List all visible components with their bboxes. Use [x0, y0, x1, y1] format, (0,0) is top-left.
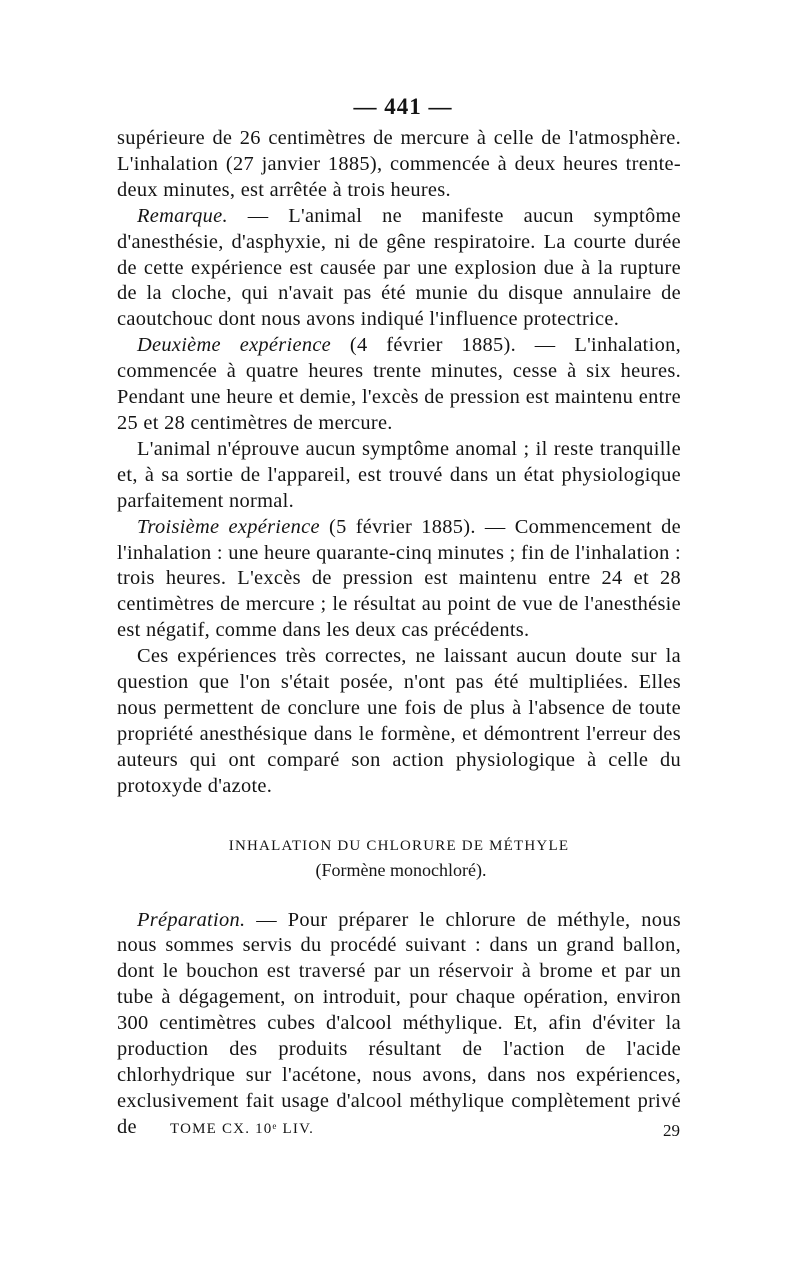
paragraph	[117, 126, 681, 204]
paragraph	[117, 204, 681, 334]
paragraph-lead: Troisième expérience	[137, 515, 320, 538]
page-body	[117, 92, 681, 1141]
paragraph-block-2	[117, 908, 681, 1141]
paragraph-lead: Deuxième expérience	[137, 334, 332, 357]
paragraph-text: — Pour préparer le chlorure de méthyle, nous nous sommes servis du procédé suivant : dans un grand ballon, dont le bouchon est traversé par un réservoir à brome et par un tube à dégagement, on introduit, pour chaque opération, environ 300 centimètres cubes d'alcool méthylique. Et, afin d'éviter la production des produits résultant de l'action de l'acide chlorhydrique sur l'acétone, nous avons, dans nos expériences, exclusivement fait usage d'alcool méthylique complètement privé de	[117, 908, 681, 1138]
paragraph	[117, 515, 681, 645]
paragraph-text: supérieure de 26 centimètres de mercure à celle de l'atmosphère. L'inhalation (27 janvier 1885), commencée à deux heures trente-deux minutes, est arrêtée à trois heures.	[117, 127, 681, 201]
section-subtitle: (Formène monochloré).	[315, 859, 487, 880]
page-footer	[170, 1121, 680, 1138]
paragraph-text: (4 février 1885). — L'inhalation, commencée à quatre heures trente minutes, cesse à six heures. Pendant une heure et demie, l'excès de pression est maintenu entre 25 et 28 centimètres de mercure.	[117, 334, 681, 434]
volume-label: TOME CX. 10ᵉ LIV.	[170, 1121, 315, 1137]
paragraph-lead: Préparation.	[137, 908, 246, 931]
signature-number: 29	[663, 1121, 680, 1140]
paragraph-text: (5 février 1885). — Commencement de l'inhalation : une heure quarante-cinq minutes ; fin de l'inhalation : trois heures. L'excès de pression est maintenu entre 24 et 28 centimètres de mercure ; le résultat au point de vue de l'anesthésie est négatif, comme dans les deux cas précédents.	[117, 515, 682, 642]
paragraph-text: Ces expériences très correctes, ne laissant aucun doute sur la question que l'on s'était posée, n'ont pas été multipliées. Elles nous permettent de conclure une fois de plus à l'absence de toute propriété anesthésique dans le formène, et démontrent l'erreur des auteurs qui ont comparé son action physiologique à celle du protoxyde d'azote.	[117, 645, 681, 797]
paragraph	[117, 644, 681, 799]
paragraph	[117, 437, 681, 515]
paragraph	[117, 333, 681, 437]
section-title: INHALATION DU CHLORURE DE MÉTHYLE	[228, 837, 570, 854]
paragraph-block-1	[117, 126, 681, 800]
paragraph-lead: Remarque.	[137, 204, 228, 227]
paragraph-text: L'animal n'éprouve aucun symptôme anomal ; il reste tranquille et, à sa sortie de l'appareil, est trouvé dans un état physiologique parfaitement normal.	[117, 437, 681, 512]
paragraph	[117, 908, 681, 1141]
page-number: — 441 —	[353, 94, 453, 119]
paragraph-text: — L'animal ne manifeste aucun symptôme d'anesthésie, d'asphyxie, ni de gêne respiratoire. La courte durée de cette expérience est causée par une explosion due à la rupture de la cloche, qui n'avait pas été munie du disque annulaire de caoutchouc dont nous avons indiqué l'influence protectrice.	[117, 204, 681, 331]
